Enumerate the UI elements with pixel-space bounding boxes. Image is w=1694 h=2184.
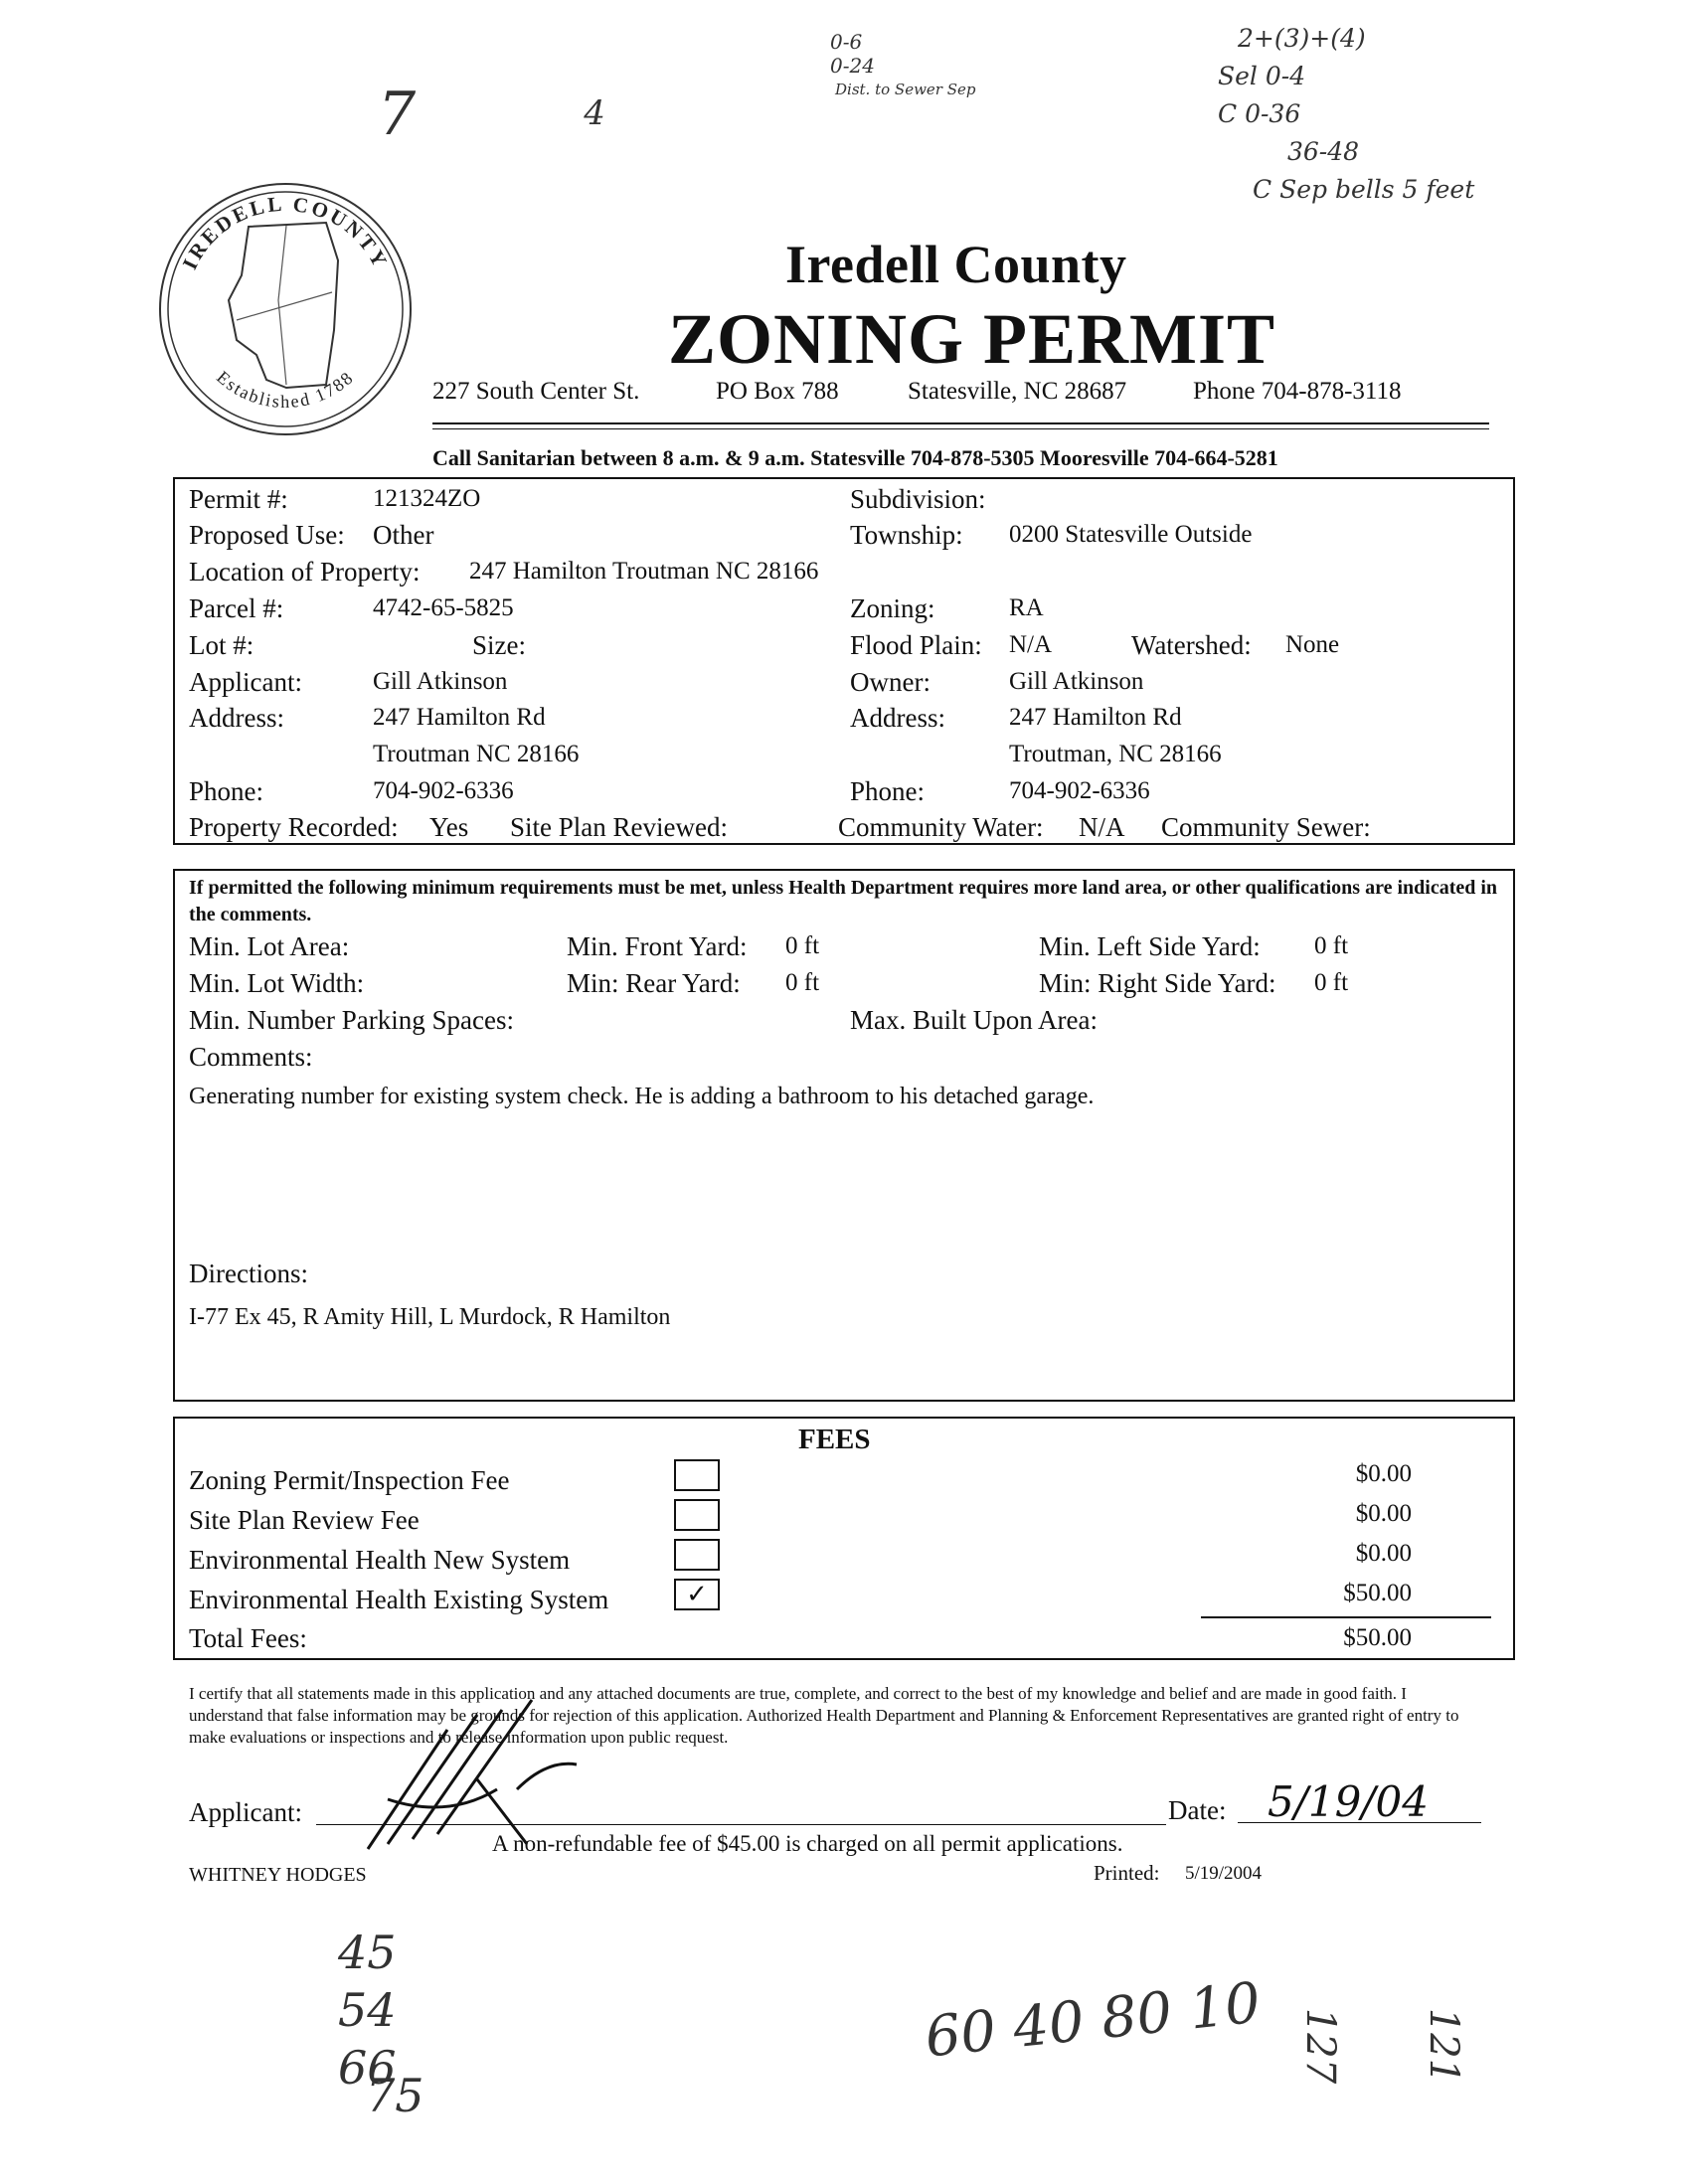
community-water-label: Community Water: [838,812,1044,842]
permit-number-label: Permit #: [189,484,288,514]
fees-subtotal-rule [1201,1616,1491,1618]
fee-checkbox-eh-new[interactable] [674,1539,720,1571]
fee-checkbox-site-plan[interactable] [674,1499,720,1531]
office-street: 227 South Center St. [432,378,640,405]
applicant-address-line1: 247 Hamilton Rd [373,704,546,731]
min-right-side-yard-label: Min: Right Side Yard: [1039,968,1276,998]
hw-line-2: Sel 0-4 [1218,62,1306,90]
handwritten-note-top-left [378,80,605,149]
hw-line-4: 36-48 [1287,137,1360,166]
min-right-side-yard: 0 ft [1314,969,1349,996]
comments-label: Comments: [189,1042,313,1072]
hw-number-2: 121 [1421,2007,1467,2085]
fee-amount-eh-new: $0.00 [1355,1540,1412,1567]
office-phone: Phone 704-878-3118 [1193,378,1402,405]
flood-plain-label: Flood Plain: [850,630,982,660]
seal-top-text: IREDELL COUNTY [177,191,394,273]
applicant-phone: 704-902-6336 [373,777,514,804]
owner-phone-label: Phone: [850,776,926,806]
min-lot-width-label: Min. Lot Width: [189,968,365,998]
owner-address-line2: Troutman, NC 28166 [1009,741,1222,767]
zoning-label: Zoning: [850,593,935,623]
fee-amount-site-plan: $0.00 [1355,1500,1412,1527]
hw-line-5: C Sep bells 5 feet [1253,175,1475,204]
fee-checkbox-zoning[interactable] [674,1459,720,1491]
hw-number-1: 45 [338,1926,397,1979]
seal-bottom-text: Established 1788 [213,367,358,413]
fee-amount-zoning: $0.00 [1355,1460,1412,1487]
requirements-intro: If permitted the following minimum requirements must be met, unless Health Department requires more land area, or other qualifications are indicated in the comments. [189,877,1498,925]
min-left-side-yard-label: Min. Left Side Yard: [1039,931,1261,961]
owner-phone: 704-902-6336 [1009,777,1150,804]
printed-date: 5/19/2004 [1185,1863,1263,1884]
site-plan-reviewed-label: Site Plan Reviewed: [510,812,728,842]
max-built-upon-label: Max. Built Upon Area: [850,1005,1098,1035]
fees-title: FEES [798,1424,871,1455]
staff-name: WHITNEY HODGES [189,1864,367,1886]
township: 0200 Statesville Outside [1009,521,1253,548]
office-city: Statesville, NC 28687 [908,378,1127,405]
applicant-name: Gill Atkinson [373,668,508,695]
min-front-yard-label: Min. Front Yard: [567,931,748,961]
applicant-phone-label: Phone: [189,776,264,806]
community-sewer-label: Community Sewer: [1161,812,1371,842]
owner-address-label: Address: [850,703,945,733]
owner-label: Owner: [850,667,931,697]
certification-statement: I certify that all statements made in this application and any attached documents are true, complete, and correct to the best of my knowledge and belief and are made in good faith. I understand that false information may be grounds for rejection of this application. Authorized Health Department and Planning & Enforcement Representatives are granted right of entry to make evaluations or inspections and to release information upon public request. [189,1684,1459,1747]
hw-line-2: 0-24 [830,54,875,78]
hw-line-1: 0-6 [830,30,863,54]
min-rear-yard: 0 ft [785,969,820,996]
handwritten-note-top-right [1218,20,1474,209]
total-fees-label: Total Fees: [189,1623,307,1653]
owner-address-line1: 247 Hamilton Rd [1009,704,1182,731]
proposed-use-label: Proposed Use: [189,520,345,550]
fee-notice: A non-refundable fee of $45.00 is charged on all permit applications. [492,1831,1123,1856]
parcel-number: 4742-65-5825 [373,594,514,621]
sanitarian-note: Call Sanitarian between 8 a.m. & 9 a.m. Statesville 704-878-5305 Mooresville 704-664-5281 [432,445,1278,470]
fee-label-zoning: Zoning Permit/Inspection Fee [189,1465,510,1495]
property-recorded: Yes [429,812,469,842]
min-front-yard: 0 ft [785,932,820,959]
county-outline-shape [229,223,338,388]
header-rule-thin [432,428,1489,429]
county-seal [157,181,414,437]
subdivision-label: Subdivision: [850,484,986,514]
header-rule [432,422,1489,424]
date-label: Date: [1168,1795,1227,1825]
min-rear-yard-label: Min: Rear Yard: [567,968,741,998]
applicant-label: Applicant: [189,667,302,697]
applicant-address-line2: Troutman NC 28166 [373,741,580,767]
hw-number-3: 66 [338,2041,397,2095]
township-label: Township: [850,520,963,550]
lot-label: Lot #: [189,630,254,660]
location-label: Location of Property: [189,557,421,587]
min-parking-label: Min. Number Parking Spaces: [189,1005,514,1035]
fee-label-eh-new: Environmental Health New System [189,1545,571,1575]
fee-label-site-plan: Site Plan Review Fee [189,1505,420,1535]
hw-number-4: 75 [366,2069,424,2122]
directions-text: I-77 Ex 45, R Amity Hill, L Murdock, R Hamilton [189,1304,671,1330]
size-label: Size: [472,630,526,660]
community-water: N/A [1079,812,1125,842]
total-fees: $50.00 [1343,1624,1412,1651]
fee-label-eh-existing: Environmental Health Existing System [189,1585,609,1614]
property-recorded-label: Property Recorded: [189,812,399,842]
county-name: Iredell County [785,235,1127,294]
owner-name: Gill Atkinson [1009,668,1144,695]
printed-label: Printed: [1094,1861,1160,1885]
date-handwritten: 5/19/04 [1268,1777,1429,1826]
hw-line-3: Dist. to Sewer Sep [835,81,976,98]
hw-line-1: 2+(3)+(4) [1238,24,1366,53]
property-location: 247 Hamilton Troutman NC 28166 [469,558,819,585]
fee-checkbox-eh-existing[interactable]: ✓ [674,1579,720,1610]
handwritten-note-bottom-left [338,1924,424,2124]
min-left-side-yard: 0 ft [1314,932,1349,959]
min-lot-area-label: Min. Lot Area: [189,931,350,961]
fee-amount-eh-existing: $50.00 [1343,1580,1412,1606]
hw-number-1: 7 [378,80,417,149]
parcel-label: Parcel #: [189,593,284,623]
handwritten-note-bottom-right [1282,2007,1481,2085]
handwritten-note-top-middle [800,30,975,101]
directions-label: Directions: [189,1259,308,1288]
handwritten-note-bottom-middle: 60 40 80 10 [922,1970,1264,2071]
applicant-address-label: Address: [189,703,284,733]
permit-number: 121324ZO [373,485,481,512]
watershed: None [1285,631,1340,658]
hw-number-2: 54 [338,1983,397,2037]
flood-plain: N/A [1009,631,1053,658]
watershed-label: Watershed: [1131,630,1252,660]
hw-number-1: 127 [1297,2007,1344,2085]
office-pobox: PO Box 788 [716,378,839,405]
zoning-value: RA [1009,594,1044,621]
applicant-signature-label: Applicant: [189,1797,302,1827]
comments-text: Generating number for existing system check. He is adding a bathroom to his detached garage. [189,1084,1095,1109]
proposed-use: Other [373,520,434,550]
page-title: ZONING PERMIT [668,299,1276,379]
hw-number-2: 4 [584,93,605,133]
hw-line-3: C 0-36 [1218,99,1301,128]
